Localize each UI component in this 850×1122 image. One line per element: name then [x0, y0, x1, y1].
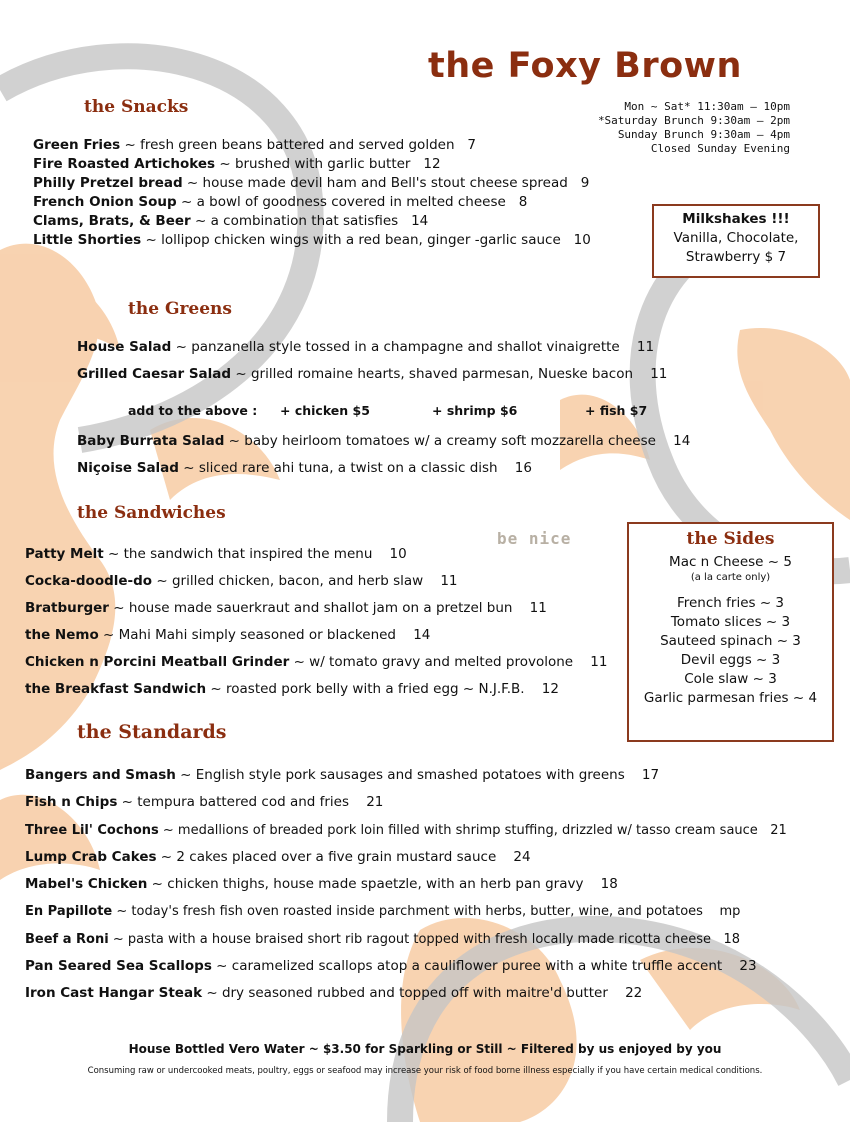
item-desc: ~ caramelized scallops atop a cauliflower puree with a white truffle accent	[211, 958, 723, 975]
menu-item	[25, 844, 787, 871]
item-name: Grilled Caesar Salad	[77, 366, 232, 382]
be-nice-note: be nice	[497, 529, 572, 548]
section-heading-snacks: the Snacks	[84, 97, 189, 117]
item-desc: ~ house made devil ham and Bell's stout cheese spread	[182, 175, 568, 191]
item-desc: ~ pasta with a house braised short rib ragout topped with fresh locally made ricotta cheese	[108, 931, 712, 947]
item-desc: ~ brushed with garlic butter	[215, 156, 411, 172]
item-desc: ~ the sandwich that inspired the menu	[103, 546, 373, 562]
item-price: 14	[413, 627, 431, 643]
item-price: 11	[590, 654, 608, 670]
menu-item	[33, 212, 591, 231]
item-desc: ~ a combination that satisfies	[190, 213, 399, 229]
water-note: House Bottled Vero Water ~ $3.50 for Sparkling or Still ~ Filtered by us enjoyed by you	[128, 1042, 722, 1056]
addon-label: add to the above :	[128, 403, 258, 418]
menu-item	[33, 193, 591, 212]
item-desc: ~ a bowl of goodness covered in melted cheese	[176, 194, 506, 210]
item-name: Bangers and Smash	[25, 767, 176, 783]
menu-item	[77, 365, 667, 384]
item-desc: ~ English style pork sausages and smashed potatoes with greens	[175, 767, 625, 783]
item-name: Chicken n Porcini Meatball Grinder	[25, 654, 290, 670]
menu-item	[77, 338, 654, 357]
item-price: 16	[514, 460, 532, 476]
item-desc: ~ baby heirloom tomatoes w/ a creamy soft mozzarella cheese	[224, 433, 656, 449]
section-heading-standards: the Standards	[77, 721, 227, 743]
menu-item	[25, 541, 607, 568]
menu-item	[25, 649, 607, 676]
item-price: 12	[541, 681, 559, 697]
item-price: 10	[573, 232, 591, 248]
item-desc: ~ today's fresh fish oven roasted inside parchment with herbs, butter, wine, and potatoes	[112, 904, 703, 920]
item-price: 11	[440, 573, 458, 589]
item-desc: ~ w/ tomato gravy and melted provolone	[289, 654, 574, 670]
item-desc: ~ grilled chicken, bacon, and herb slaw	[152, 573, 424, 589]
item-price: 18	[723, 931, 741, 947]
milkshakes-flavors: Vanilla, Chocolate,	[673, 230, 799, 246]
item-desc: ~ roasted pork belly with a fried egg ~ N.J.F.B.	[206, 681, 525, 697]
item-name: Pan Seared Sea Scallops	[25, 958, 212, 975]
item-name: Beef a Roni	[25, 931, 109, 947]
item-name: Fish n Chips	[25, 794, 118, 811]
item-name: Little Shorties	[33, 232, 142, 248]
menu-item	[25, 789, 787, 816]
item-price: 11	[636, 339, 655, 355]
item-desc: ~ 2 cakes placed over a five grain mustard sauce	[156, 848, 497, 865]
menu-item	[25, 953, 787, 980]
menu-item	[25, 762, 787, 789]
side-note: (a la carte only)	[690, 572, 771, 583]
item-price: 18	[600, 876, 618, 893]
menu-item	[33, 136, 591, 155]
item-price: 11	[529, 600, 547, 616]
menu-item	[25, 980, 787, 1007]
item-price: 17	[641, 767, 660, 783]
menu-item	[77, 459, 532, 478]
hours-line: Closed Sunday Evening	[650, 142, 790, 155]
item-name: the Breakfast Sandwich	[25, 681, 207, 697]
menu-item	[25, 568, 607, 595]
hours-line: *Saturday Brunch 9:30am – 2pm	[597, 114, 790, 127]
side-item: Sauteed spinach ~ 3	[660, 633, 801, 649]
item-desc: ~ chicken thighs, house made spaetzle, with an herb pan gravy	[147, 876, 584, 893]
menu-item	[33, 174, 591, 193]
hours-line: Sunday Brunch 9:30am – 4pm	[617, 128, 790, 141]
item-name: Green Fries	[33, 137, 121, 153]
item-price: 10	[389, 546, 407, 562]
side-item: Cole slaw ~ 3	[684, 671, 777, 687]
item-name: House Salad	[77, 339, 172, 355]
item-price: 12	[423, 156, 441, 172]
menu-item	[25, 871, 787, 898]
item-name: Clams, Brats, & Beer	[33, 213, 191, 229]
sides-box	[627, 522, 834, 742]
item-name: Niçoise Salad	[77, 460, 179, 476]
addon-shrimp: + shrimp $6	[432, 403, 518, 418]
menu-item	[25, 898, 787, 925]
item-name: Lump Crab Cakes	[25, 848, 157, 865]
item-desc: ~ lollipop chicken wings with a red bean, ginger -garlic sauce	[141, 232, 561, 248]
item-name: Bratburger	[25, 600, 109, 616]
side-item: Mac n Cheese ~ 5	[669, 554, 792, 570]
milkshakes-title: Milkshakes !!!	[682, 211, 790, 227]
item-price: 14	[411, 213, 429, 229]
item-price: 21	[770, 822, 787, 838]
item-price: mp	[719, 904, 741, 920]
milkshakes-price: Strawberry $ 7	[685, 249, 787, 265]
menu-item	[25, 817, 787, 844]
item-desc: ~ grilled romaine hearts, shaved parmesan, Nueske bacon	[231, 366, 634, 382]
item-name: Mabel's Chicken	[25, 876, 148, 893]
milkshakes-box	[652, 204, 820, 278]
item-name: French Onion Soup	[33, 194, 177, 210]
item-name: Cocka-doodle-do	[25, 573, 153, 589]
item-price: 14	[673, 433, 691, 449]
snacks-list	[33, 136, 591, 250]
menu-item	[77, 432, 690, 451]
menu-item	[25, 622, 607, 649]
item-name: Fire Roasted Artichokes	[33, 156, 216, 172]
menu-item	[25, 926, 787, 953]
item-name: Baby Burrata Salad	[77, 433, 225, 449]
item-desc: ~ house made sauerkraut and shallot jam on a pretzel bun	[108, 600, 513, 616]
section-heading-sandwiches: the Sandwiches	[77, 503, 226, 523]
item-name: En Papillote	[25, 904, 113, 920]
item-price: 23	[739, 958, 757, 975]
item-name: Patty Melt	[25, 546, 104, 562]
item-desc: ~ medallions of breaded pork loin filled with shrimp stuffing, drizzled w/ tasso cream sauce	[158, 822, 758, 838]
addon-fish: + fish $7	[585, 403, 648, 418]
menu-item	[33, 231, 591, 250]
item-price: 11	[650, 366, 668, 382]
section-heading-sides: the Sides	[686, 529, 775, 549]
item-name: Iron Cast Hangar Steak	[25, 985, 203, 1002]
menu-item	[25, 595, 607, 622]
restaurant-title: the Foxy Brown	[428, 46, 742, 86]
item-price: 9	[580, 175, 590, 191]
side-item: French fries ~ 3	[676, 595, 785, 611]
health-warning: Consuming raw or undercooked meats, poultry, eggs or seafood may increase your risk of food borne illness especially if you have certain medical conditions.	[87, 1066, 763, 1076]
section-heading-greens: the Greens	[128, 299, 232, 319]
standards-list	[25, 762, 787, 1008]
menu-item	[33, 155, 591, 174]
item-name: Three Lil' Cochons	[25, 822, 159, 838]
side-item: Garlic parmesan fries ~ 4	[643, 690, 818, 706]
addon-chicken: + chicken $5	[280, 403, 370, 418]
item-desc: ~ tempura battered cod and fries	[117, 794, 350, 811]
item-name: the Nemo	[25, 627, 99, 643]
item-desc: ~ sliced rare ahi tuna, a twist on a classic dish	[178, 460, 498, 476]
item-desc: ~ fresh green beans battered and served golden	[120, 137, 455, 153]
hours-line: Mon ~ Sat* 11:30am – 10pm	[624, 100, 790, 113]
item-desc: ~ Mahi Mahi simply seasoned or blackened	[98, 627, 397, 643]
item-price: 8	[518, 194, 528, 210]
item-price: 21	[366, 794, 384, 811]
side-item: Tomato slices ~ 3	[670, 614, 791, 630]
menu-item	[25, 676, 607, 703]
item-desc: ~ panzanella style tossed in a champagne and shallot vinaigrette	[171, 339, 620, 355]
item-price: 24	[513, 848, 531, 865]
item-name: Philly Pretzel bread	[33, 175, 183, 191]
item-desc: ~ dry seasoned rubbed and topped off with maitre'd butter	[202, 985, 608, 1002]
item-price: 7	[467, 137, 476, 153]
side-item: Devil eggs ~ 3	[680, 652, 781, 668]
item-price: 22	[625, 985, 643, 1002]
sandwiches-list	[25, 541, 607, 703]
hours-block	[560, 100, 790, 156]
